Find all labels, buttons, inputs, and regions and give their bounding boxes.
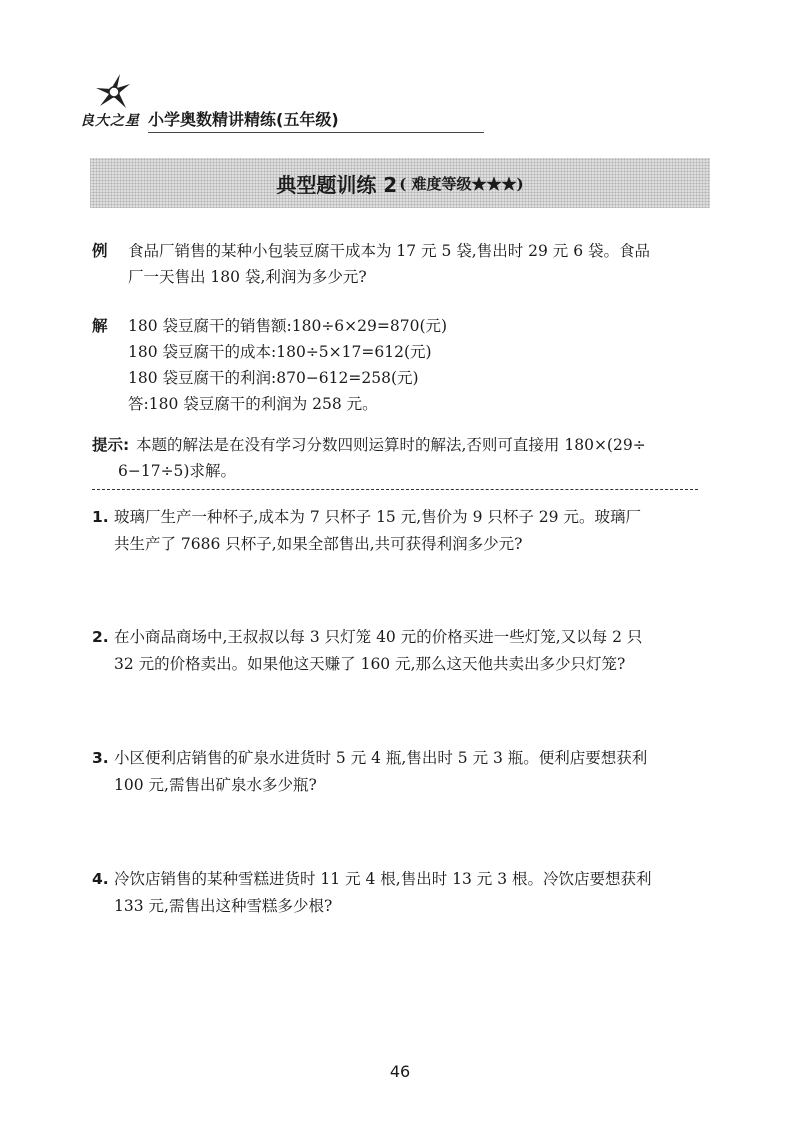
question-line: 冷饮店销售的某种雪糕进货时 11 元 4 根,售出时 13 元 3 根。冷饮店要想获利 [114, 870, 652, 888]
question-1 [92, 504, 712, 558]
page-number: 46 [389, 1062, 411, 1081]
hint-block [92, 432, 712, 484]
solution-block [92, 313, 712, 417]
question-number: 3. [92, 749, 109, 767]
dashed-divider [92, 489, 698, 490]
page-header [80, 60, 720, 140]
question-line: 玻璃厂生产一种杯子,成本为 7 只杯子 15 元,售价为 9 只杯子 29 元。玻璃厂 [114, 508, 641, 526]
book-title: 小学奥数精讲精练(五年级) [148, 110, 339, 129]
example-label: 例 [92, 242, 108, 260]
solution-line: 180 袋豆腐干的成本:180÷5×17=612(元) [128, 343, 432, 361]
question-line: 133 元,需售出这种雪糕多少根? [114, 897, 333, 915]
question-number: 1. [92, 508, 109, 526]
example-block [92, 238, 712, 290]
question-line: 32 元的价格卖出。如果他这天赚了 160 元,那么这天他共卖出多少只灯笼? [114, 655, 626, 673]
example-line: 厂一天售出 180 袋,利润为多少元? [128, 268, 367, 286]
solution-line: 180 袋豆腐干的利润:870−612=258(元) [128, 369, 419, 387]
hint-line: 6−17÷5)求解。 [118, 462, 236, 480]
difficulty-label: ( 难度等级★★★) [399, 174, 524, 193]
question-2 [92, 624, 712, 678]
solution-label: 解 [92, 317, 108, 335]
question-line: 在小商品商场中,王叔叔以每 3 只灯笼 40 元的价格买进一些灯笼,又以每 2 只 [114, 628, 643, 646]
section-banner [90, 158, 710, 208]
question-number: 4. [92, 870, 109, 888]
brand-name: 良大之星 [80, 113, 140, 129]
example-line: 食品厂销售的某种小包装豆腐干成本为 17 元 5 袋,售出时 29 元 6 袋。食品 [128, 242, 651, 260]
solution-answer: 答:180 袋豆腐干的利润为 258 元。 [128, 395, 378, 413]
star-logo-icon [90, 72, 138, 112]
solution-line: 180 袋豆腐干的销售额:180÷6×29=870(元) [128, 317, 448, 335]
hint-line: 本题的解法是在没有学习分数四则运算时的解法,否则可直接用 180×(29÷ [136, 436, 646, 454]
question-number: 2. [92, 628, 109, 646]
question-line: 100 元,需售出矿泉水多少瓶? [114, 776, 317, 794]
question-3 [92, 745, 712, 799]
hint-label: 提示: [92, 436, 130, 454]
question-line: 小区便利店销售的矿泉水进货时 5 元 4 瓶,售出时 5 元 3 瓶。便利店要想获利 [114, 749, 648, 767]
question-line: 共生产了 7686 只杯子,如果全部售出,共可获得利润多少元? [114, 535, 523, 553]
question-4 [92, 866, 712, 920]
header-divider [148, 132, 484, 133]
section-title: 典型题训练 2 [276, 172, 398, 197]
